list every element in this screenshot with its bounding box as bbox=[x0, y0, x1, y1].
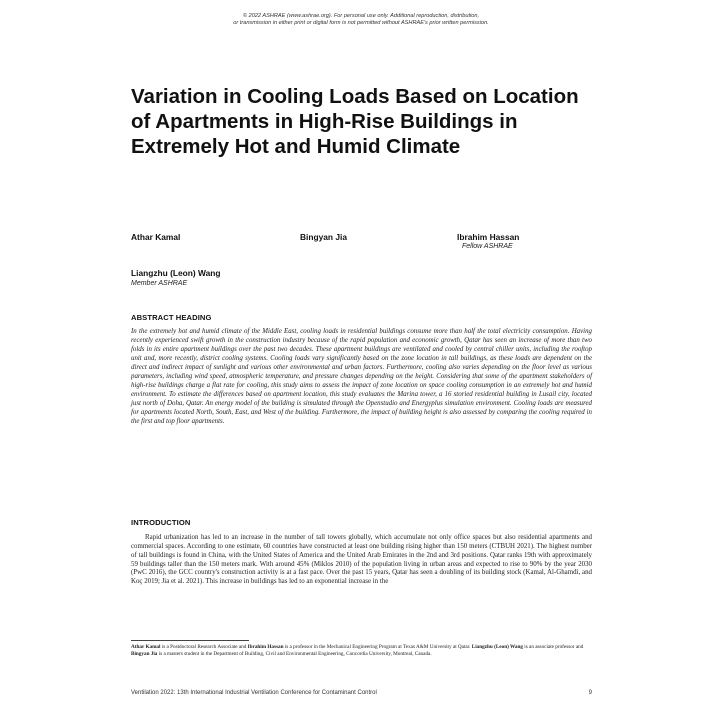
author-footnote bbox=[131, 644, 592, 657]
author-name-2: Bingyan Jia bbox=[300, 232, 348, 242]
footnote-name-2: Ibrahim Hassan bbox=[247, 644, 284, 650]
page-number: 9 bbox=[588, 690, 592, 696]
introduction-text: Rapid urbanization has led to an increase in the number of tall towers globally, which accumulate not only office spaces but also residential apartments and commercial spaces. According to one estimate, 60 countries have constructed at least one building rising higher than 150 meters (CTBUH 2021). The highest number of tall buildings is found in China, with the United States of America and the United Arab Emirates in the 2nd and 3rd positions. Qatar ranks 19th with approximately 59 buildings taller than the 150 meters mark. With around 45% (Miklos 2010) of the population living in urban areas and expected to rise to 90% by the year 2030 (PwC 2016), the GCC country's construction activity is at a fast pace. Over the past 15 years, Qatar has seen a doubling of its building stock (Kamal, Al-Ghamdi, and Koç 2019; Jia et al. 2021). This increase in buildings has led to an exponential increase in the bbox=[131, 534, 592, 586]
author-name-3: Ibrahim Hassan bbox=[457, 232, 520, 242]
paper-title: Variation in Cooling Loads Based on Location of Apartments in High-Rise Buildings in Extremely Hot and Humid Climate bbox=[131, 85, 579, 158]
footnote-name-1: Athar Kamal bbox=[131, 644, 161, 650]
conference-name: Ventilation 2022: 13th International Industrial Ventilation Conference for Contaminant Control bbox=[131, 690, 377, 696]
footnote-name-4: Bingyan Jia bbox=[131, 650, 158, 657]
author-name-1: Athar Kamal bbox=[131, 232, 181, 242]
abstract-text: In the extremely hot and humid climate of the Middle East, cooling loads in residential buildings consume more than half the total electricity consumption. Having recently experienced swift growth in the construction industry because of the rapid population and economic growth, Qatar has seen an increase of more than two folds in its entire apartment buildings over the past two decades. These apartment buildings are ventilated and cooled by central chiller units, including the rooftop unit and, more recently, district cooling systems. Cooling loads vary significantly based on the zone location in tall buildings, as these loads are dependent on the direct and indirect impact of sunlight and various other environmental and urban factors. Furthermore, cooling also varies depending on the floor level as various parameters, including wind speed, atmospheric temperature, and pressure changes depending on the height. Considering that some of the apartment stakeholders of high-rise buildings charge a flat rate for cooling, this study aims to assess the impact of zone location on space cooling consumption in an extremely hot and humid environment. To estimate the differences based on apartment location, this study evaluates the Marina tower, a 16 storied residential building in Lusail city, located just north of Doha, Qatar. An energy model of the building is simulated through the Openstudio and Energyplus simulation environment. Cooling loads are measured for apartments located North, South, East, and West of the building. Furthermore, the impact of building height is also assessed by comparing the cooling required in the first and top floor apartments. bbox=[131, 328, 592, 426]
abstract-heading: ABSTRACT HEADING bbox=[131, 313, 212, 322]
author-name-4: Liangzhu (Leon) Wang bbox=[131, 268, 221, 278]
footnote-text-4: is a masters student in the Department of Building, Civil and Environmental Engineering, Concordia University, Montreal, Canada. bbox=[157, 650, 432, 657]
footnote-text-2: is a professor in the Mechanical Engineering Program at Texas A&M University at Qatar. bbox=[283, 644, 472, 650]
introduction-heading: INTRODUCTION bbox=[131, 518, 191, 527]
copyright-line-2: or transmission in either print or digital form is not permitted without ASHRAE's prior written permission. bbox=[233, 20, 489, 27]
copyright-line-1: © 2022 ASHRAE (www.ashrae.org). For personal use only. Additional reproduction, distribution, bbox=[242, 13, 480, 19]
footnote-text-1: is a Postdoctoral Research Associate and bbox=[160, 644, 248, 650]
author-role-4: Member ASHRAE bbox=[131, 280, 188, 287]
footnote-name-3: Liangzhu (Leon) Wang bbox=[471, 644, 523, 650]
author-role-3: Fellow ASHRAE bbox=[462, 243, 513, 250]
footnote-text-3: is an associate professor and bbox=[522, 644, 584, 650]
footnote-divider bbox=[131, 640, 249, 641]
copyright-notice bbox=[150, 13, 572, 27]
